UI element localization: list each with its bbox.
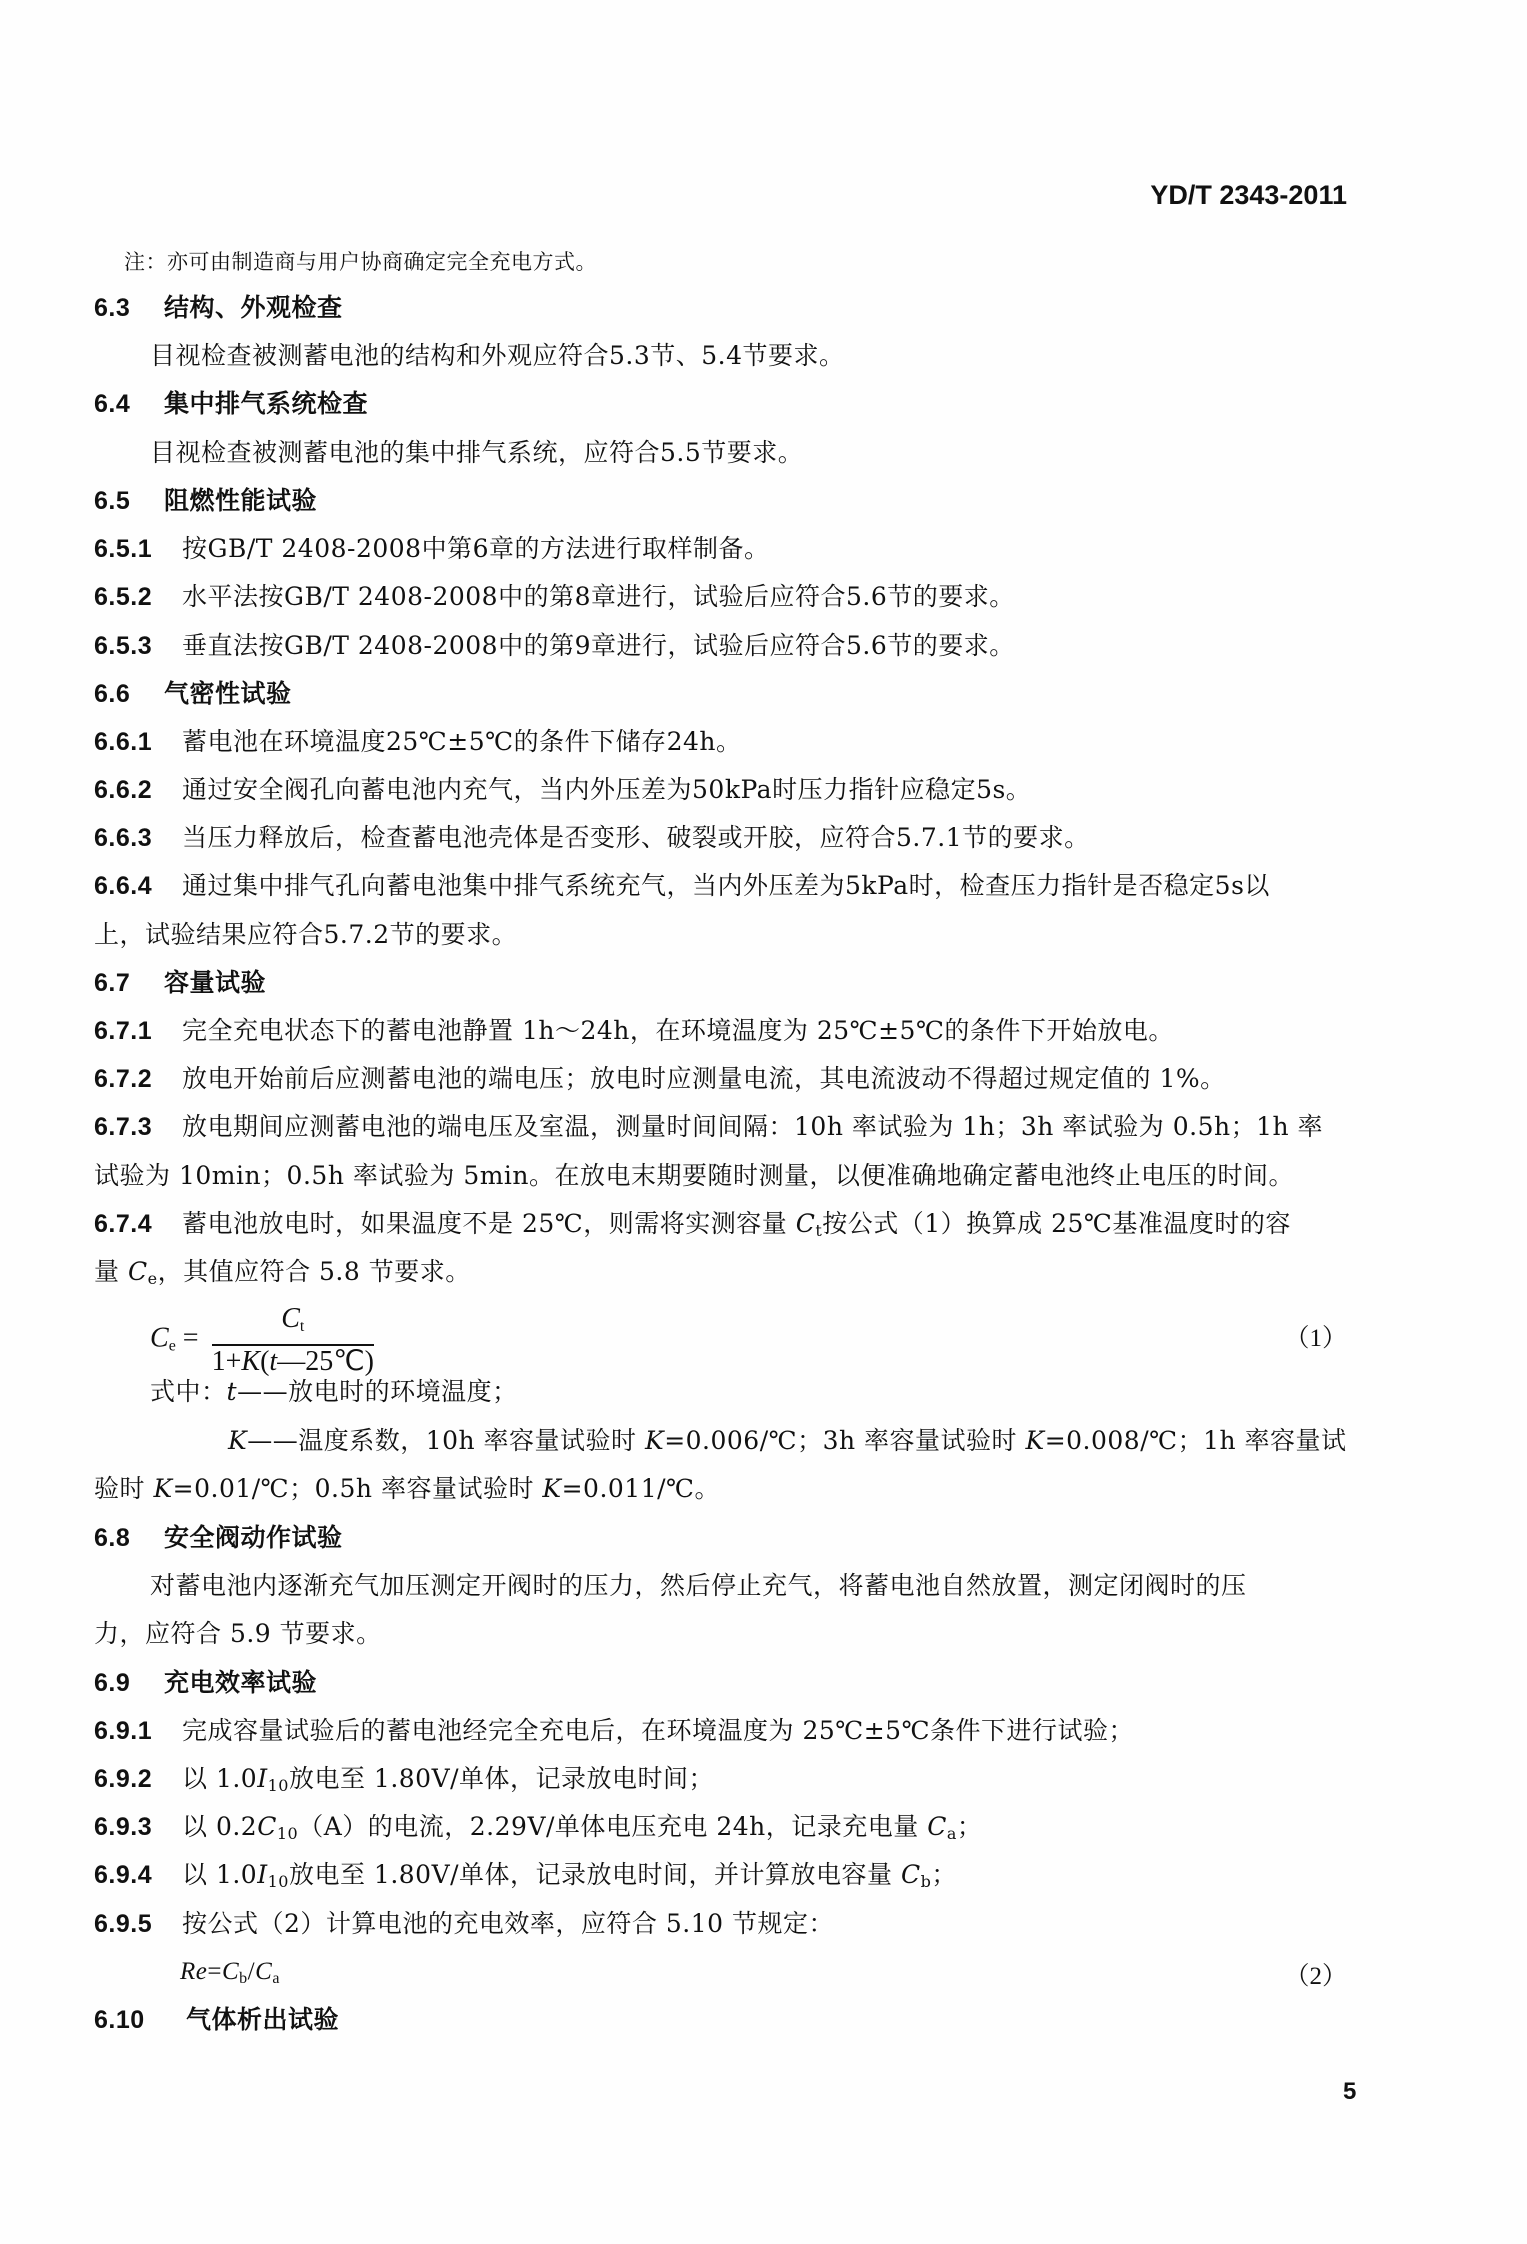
clause-number: 6.5.3	[94, 632, 153, 660]
variable: t	[269, 1346, 278, 1377]
clause-number: 6.6.3	[94, 824, 153, 852]
clause-6-6-2	[94, 774, 1031, 806]
clause-number: 6.5.2	[94, 583, 153, 611]
clause-text: （A）的电流，2.29V/单体电压充电 24h，记录充电量	[298, 1812, 928, 1841]
legend-text: =0.011/℃。	[561, 1474, 721, 1503]
subscript: e	[147, 1269, 158, 1288]
paragraph-6-8-continued: 力，应符合 5.9 节要求。	[94, 1619, 382, 1648]
subscript: 10	[276, 1824, 299, 1843]
section-number: 6.10	[94, 2006, 145, 2034]
slash: /	[247, 1958, 256, 1985]
section-title: 安全阀动作试验	[164, 1524, 343, 1552]
formula-legend-k	[228, 1425, 1347, 1457]
clause-number: 6.6.2	[94, 776, 153, 804]
equation-number-2: （2）	[1284, 1963, 1347, 1990]
text: —25℃)	[277, 1346, 374, 1377]
paragraph-6-8: 对蓄电池内逐渐充气加压测定开阀时的压力，然后停止充气，将蓄电池自然放置，测定闭阀时的压	[150, 1571, 1247, 1600]
heading-6-10	[94, 2004, 339, 2036]
variable: I	[257, 1860, 268, 1889]
variable: t	[226, 1377, 238, 1406]
clause-text: 垂直法按GB/T 2408-2008中的第9章进行，试验后应符合5.6节的要求。	[182, 631, 1015, 660]
section-title: 气体析出试验	[186, 2006, 340, 2034]
clause-number: 6.9.2	[94, 1765, 153, 1793]
clause-6-6-1	[94, 726, 742, 758]
clause-text: 蓄电池放电时，如果温度不是 25℃，则需将实测容量	[182, 1209, 796, 1238]
denominator	[212, 1346, 374, 1378]
clause-number: 6.9.4	[94, 1861, 153, 1889]
clause-6-7-3-continued: 试验为 10min；0.5h 率试验为 5min。在放电末期要随时测量，以便准确地确定蓄电池终止电压的时间。	[94, 1161, 1295, 1190]
formula-1	[150, 1302, 374, 1378]
clause-number: 6.7.3	[94, 1113, 153, 1141]
legend-text: =0.008/℃；1h 率容量试	[1044, 1426, 1347, 1455]
variable: C	[255, 1958, 273, 1985]
clause-number: 6.9.3	[94, 1813, 153, 1841]
clause-text: ，其值应符合 5.8 节要求。	[157, 1257, 471, 1286]
clause-6-6-3	[94, 822, 1090, 854]
clause-number: 6.9.5	[94, 1910, 153, 1938]
equals-sign: =	[175, 1322, 199, 1354]
clause-6-6-4	[94, 870, 1270, 902]
section-title: 充电效率试验	[164, 1669, 318, 1697]
variable: K	[1025, 1426, 1045, 1455]
subscript: e	[168, 1337, 176, 1355]
variable: C	[795, 1209, 816, 1238]
paragraph-6-4: 目视检查被测蓄电池的集中排气系统，应符合5.5节要求。	[150, 438, 804, 467]
section-number: 6.5	[94, 487, 131, 515]
formula-legend-k-continued	[94, 1473, 720, 1505]
variable: Re	[180, 1958, 208, 1985]
fraction	[212, 1302, 374, 1378]
subscript: b	[239, 1970, 248, 1987]
clause-text: 完全充电状态下的蓄电池静置 1h～24h，在环境温度为 25℃±5℃的条件下开始放电。	[182, 1016, 1174, 1045]
variable: C	[281, 1303, 300, 1334]
clause-6-7-3	[94, 1111, 1323, 1143]
heading-6-9	[94, 1667, 317, 1699]
equals-sign: =	[207, 1958, 222, 1985]
equation-number-1: （1）	[1284, 1325, 1347, 1352]
heading-6-7	[94, 967, 266, 999]
variable: C	[221, 1958, 240, 1985]
section-number: 6.6	[94, 680, 131, 708]
clause-6-9-1	[94, 1715, 1134, 1747]
heading-6-4	[94, 388, 368, 420]
clause-text: 以 0.2	[182, 1812, 258, 1841]
variable: C	[150, 1322, 169, 1354]
text: 1+	[211, 1346, 242, 1377]
clause-text: 放电期间应测蓄电池的端电压及室温，测量时间间隔：10h 率试验为 1h；3h 率试验为 0.5h；1h 率	[182, 1112, 1324, 1141]
clause-number: 6.7.2	[94, 1065, 153, 1093]
variable: I	[257, 1764, 268, 1793]
clause-6-7-4	[94, 1208, 1291, 1247]
clause-number: 6.6.4	[94, 872, 153, 900]
variable: C	[127, 1257, 148, 1286]
variable: K	[542, 1474, 562, 1503]
clause-text: ；	[956, 1812, 983, 1841]
subscript: t	[815, 1221, 823, 1240]
clause-number: 6.7.1	[94, 1017, 153, 1045]
formula-2	[180, 1956, 280, 1995]
section-number: 6.3	[94, 294, 131, 322]
subscript: a	[272, 1970, 280, 1987]
clause-text: 当压力释放后，检查蓄电池壳体是否变形、破裂或开胶，应符合5.7.1节的要求。	[182, 823, 1090, 852]
clause-6-7-1	[94, 1015, 1174, 1047]
section-title: 阻燃性能试验	[164, 487, 318, 515]
heading-6-8	[94, 1522, 343, 1554]
clause-6-9-4	[94, 1859, 957, 1898]
numerator	[212, 1302, 374, 1346]
variable: C	[927, 1812, 947, 1841]
legend-text: ——放电时的环境温度；	[237, 1377, 518, 1406]
clause-number: 6.7.4	[94, 1210, 153, 1238]
clause-6-7-2	[94, 1063, 1226, 1095]
clause-text: 以 1.0	[182, 1764, 258, 1793]
paragraph-6-3: 目视检查被测蓄电池的结构和外观应符合5.3节、5.4节要求。	[150, 341, 845, 370]
clause-6-9-5	[94, 1908, 834, 1940]
text: (	[260, 1346, 270, 1377]
clause-6-6-4-continued: 上，试验结果应符合5.7.2节的要求。	[94, 920, 518, 949]
variable: K	[228, 1426, 248, 1455]
note: 注：亦可由制造商与用户协商确定完全充电方式。	[124, 250, 597, 274]
clause-text: 放电至 1.80V/单体，记录放电时间，并计算放电容量	[288, 1860, 902, 1889]
variable: K	[153, 1474, 173, 1503]
variable: C	[901, 1860, 921, 1889]
section-number: 6.7	[94, 969, 131, 997]
standard-code: YD/T 2343-2011	[1150, 180, 1347, 210]
clause-text: ；	[931, 1860, 957, 1889]
clause-text: 放电开始前后应测蓄电池的端电压；放电时应测量电流，其电流波动不得超过规定值的 1%。	[182, 1064, 1226, 1093]
clause-6-5-2	[94, 581, 1015, 613]
clause-6-5-1	[94, 533, 770, 565]
section-number: 6.9	[94, 1669, 131, 1697]
heading-6-5	[94, 485, 317, 517]
section-number: 6.4	[94, 390, 131, 418]
variable: K	[241, 1346, 261, 1377]
clause-text: 完成容量试验后的蓄电池经完全充电后，在环境温度为 25℃±5℃条件下进行试验；	[182, 1716, 1135, 1745]
clause-number: 6.6.1	[94, 728, 153, 756]
legend-text: 验时	[94, 1474, 154, 1503]
legend-text: =0.01/℃；0.5h 率容量试验时	[172, 1474, 543, 1503]
clause-number: 6.5.1	[94, 535, 153, 563]
variable: K	[645, 1426, 665, 1455]
section-title: 气密性试验	[164, 680, 292, 708]
subscript: t	[299, 1318, 305, 1335]
clause-text: 蓄电池在环境温度25℃±5℃的条件下储存24h。	[182, 727, 742, 756]
clause-text: 水平法按GB/T 2408-2008中的第8章进行，试验后应符合5.6节的要求。	[182, 582, 1015, 611]
page-number: 5	[1343, 2078, 1357, 2105]
subscript: 10	[267, 1872, 289, 1891]
heading-6-3	[94, 292, 343, 324]
section-number: 6.8	[94, 1524, 131, 1552]
section-title: 容量试验	[164, 969, 267, 997]
clause-text: 按GB/T 2408-2008中第6章的方法进行取样制备。	[182, 534, 770, 563]
variable: C	[257, 1812, 277, 1841]
subscript: 10	[267, 1776, 289, 1795]
section-title: 集中排气系统检查	[164, 390, 369, 418]
clause-text: 按公式（1）换算成 25℃基准温度时的容	[822, 1209, 1291, 1238]
clause-number: 6.9.1	[94, 1717, 153, 1745]
clause-text: 通过集中排气孔向蓄电池集中排气系统充气，当内外压差为5kPa时，检查压力指针是否稳定5s以	[182, 871, 1270, 900]
subscript: b	[920, 1872, 932, 1891]
clause-6-5-3	[94, 630, 1015, 662]
clause-text: 量	[94, 1257, 128, 1286]
section-title: 结构、外观检查	[164, 294, 343, 322]
clause-text: 按公式（2）计算电池的充电效率，应符合 5.10 节规定：	[182, 1909, 834, 1938]
formula-legend-t	[150, 1376, 518, 1408]
legend-lead: 式中：	[150, 1377, 227, 1406]
clause-6-9-3	[94, 1811, 982, 1850]
subscript: a	[946, 1824, 957, 1843]
clause-6-9-2	[94, 1763, 714, 1802]
clause-text: 以 1.0	[182, 1860, 258, 1889]
clause-text: 放电至 1.80V/单体，记录放电时间；	[288, 1764, 715, 1793]
clause-text: 通过安全阀孔向蓄电池内充气，当内外压差为50kPa时压力指针应稳定5s。	[182, 775, 1032, 804]
legend-text: =0.006/℃；3h 率容量试验时	[664, 1426, 1026, 1455]
legend-text: ——温度系数，10h 率容量试验时	[247, 1426, 645, 1455]
heading-6-6	[94, 678, 292, 710]
clause-6-7-4-continued	[94, 1256, 471, 1295]
